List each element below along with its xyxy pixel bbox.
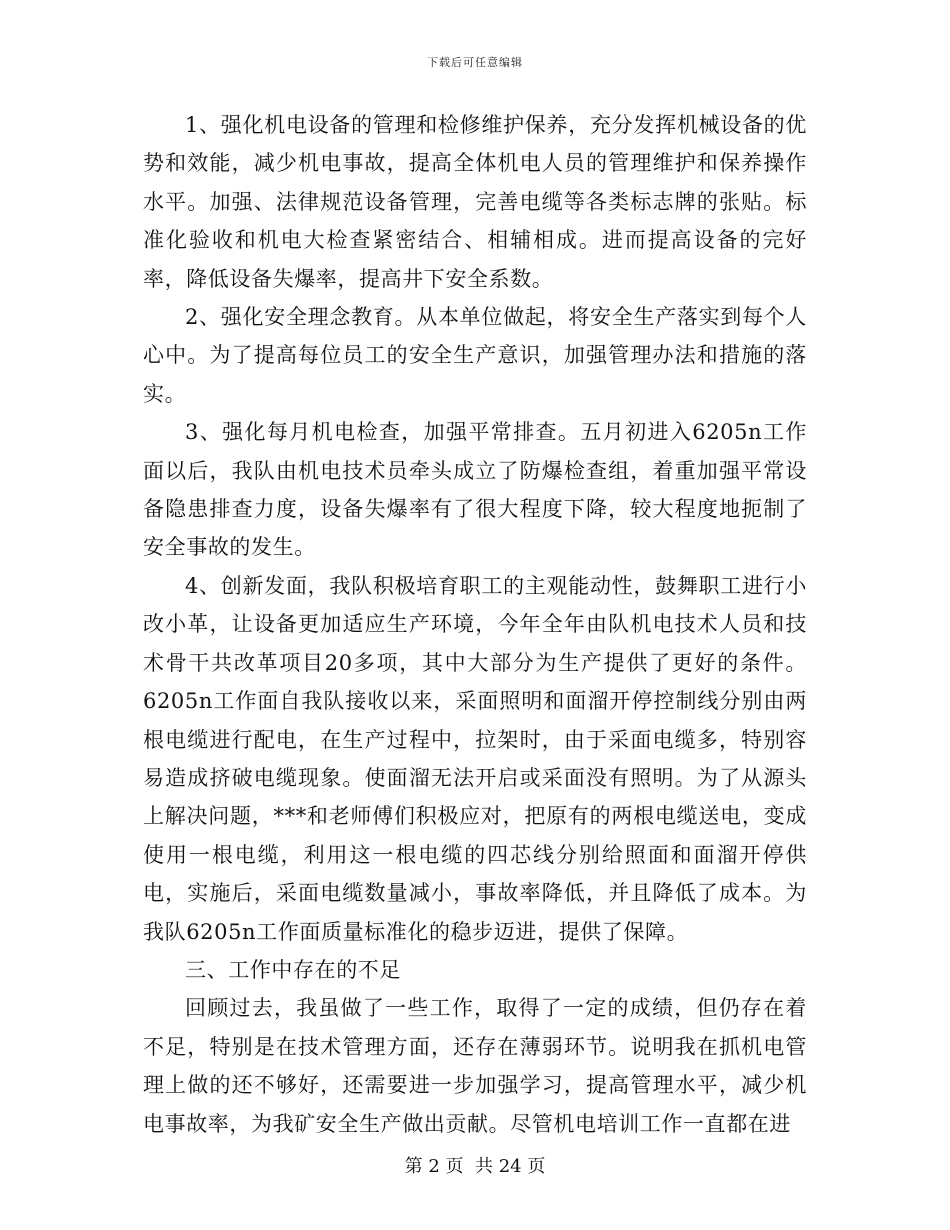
paragraph-item-4: 4、创新发面，我队积极培育职工的主观能动性，鼓舞职工进行小改小革，让设备更加适应生产环境，今年全年由队机电技术人员和技术骨干共改革项目20多项，其中大部分为生产提供了更好的条件。6205n工作面自我队接收以来，采面照明和面溜开停控制线分别由两根电缆进行配电，在生产过程中，拉架时，由于采面电缆多，特别容易造成挤破电缆现象。使面溜无法开启或采面没有照明。为了从源头上解决问题，***和老师傅们积极应对，把原有的两根电缆送电，变成使用一根电缆，利用这一根电缆的四芯线分别给照面和面溜开停供电，实施后，采面电缆数量减小，事故率降低，并且降低了成本。为我队6205n工作面质量标准化的稳步迈进，提供了保障。 <box>143 573 807 944</box>
page-header: 下载后可任意编辑 <box>427 56 523 69</box>
paragraph-item-5: 回顾过去，我虽做了一些工作，取得了一定的成绩，但仍存在着不足，特别是在技术管理方面，还存在薄弱环节。说明我在抓机电管理上做的还不够好，还需要进一步加强学习，提高管理水平，减少机电事故率，为我矿安全生产做出贡献。尽管机电培训工作一直都在进 <box>143 996 807 1136</box>
page-footer <box>0 1152 950 1178</box>
section-heading: 三、工作中存在的不足 <box>185 957 401 982</box>
footer-prefix: 第 <box>404 1156 423 1177</box>
footer-page-number: 2 <box>428 1156 440 1177</box>
footer-middle: 页 共 <box>445 1156 493 1177</box>
paragraph-item-2: 2、强化安全理念教育。从本单位做起，将安全生产落实到每个人心中。为了提高每位员工的安全生产意识，加强管理办法和措施的落实。 <box>143 305 807 406</box>
footer-suffix: 页 <box>527 1156 546 1177</box>
document-body <box>143 106 807 1143</box>
paragraph-item-3: 3、强化每月机电检查，加强平常排查。五月初进入6205n工作面以后，我队由机电技术员牵头成立了防爆检查组，着重加强平常设备隐患排查力度，设备失爆率有了很大程度下降，较大程度地扼制了安全事故的发生。 <box>143 420 807 560</box>
paragraph-item-1: 1、强化机电设备的管理和检修维护保养，充分发挥机械设备的优势和效能，减少机电事故，提高全体机电人员的管理维护和保养操作水平。加强、法律规范设备管理，完善电缆等各类标志牌的张贴。标准化验收和机电大检查紧密结合、相辅相成。进而提高设备的完好率，降低设备失爆率，提高井下安全系数。 <box>143 113 807 291</box>
footer-total-pages: 24 <box>498 1156 522 1177</box>
